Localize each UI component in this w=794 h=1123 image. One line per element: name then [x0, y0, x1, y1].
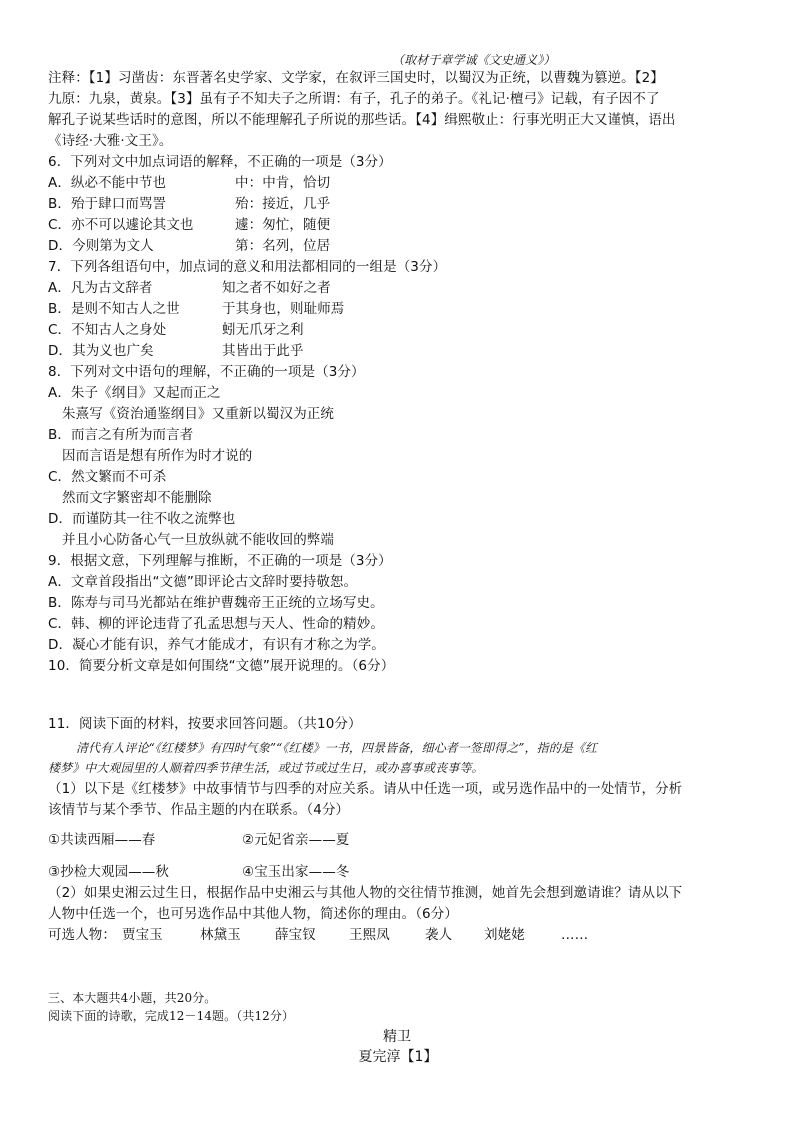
character-option: ……	[561, 927, 589, 943]
character-option: 刘姥姥	[484, 927, 525, 943]
q11-stem: 11．阅读下面的材料，按要求回答问题。（共10分）	[48, 716, 362, 732]
plot-season-pair: ④宝玉出家——冬	[242, 864, 350, 880]
q8-option-a-translation: 朱熹写《资治通鉴纲目》又重新以蜀汉为正统	[62, 406, 334, 422]
q9-option-c: C．韩、柳的评论违背了孔孟思想与天人、性命的精妙。	[48, 616, 384, 632]
plot-season-pair: ②元妃省亲——夏	[242, 832, 350, 848]
q6-option-a-gloss: 中：中肯，恰切	[235, 175, 331, 191]
character-option: 王熙凤	[349, 927, 390, 943]
plot-season-pair: ①共读西厢——春	[48, 832, 156, 848]
section-3-heading: 三、本大题共4小题，共20分。	[48, 991, 217, 1005]
q11-part2-line-1: （2）如果史湘云过生日，根据作品中史湘云与其他人物的交往情节推测，她首先会想到邀请谁？请从以下	[48, 885, 683, 901]
q7-option-b-pair: 于其身也，则耻师焉	[222, 301, 345, 317]
q9-option-b: B．陈寿与司马光都站在维护曹魏帝王正统的立场写史。	[48, 595, 384, 611]
q11-part2-line-2: 人物中任选一个，也可另选作品中其他人物，简述你的理由。（6分）	[48, 906, 458, 922]
q8-option-d: D．而谨防其一往不收之流弊也	[48, 511, 236, 527]
q9-stem: 9．根据文意，下列理解与推断，不正确的一项是（3分）	[48, 553, 392, 569]
character-option: 贾宝玉	[122, 927, 163, 943]
q10-stem: 10．简要分析文章是如何围绕“文德”展开说理的。（6分）	[48, 658, 395, 674]
plot-season-pair: ③抄检大观园——秋	[48, 864, 170, 880]
character-option: 林黛玉	[200, 927, 241, 943]
q11-material-line-2: 楼梦》中大观园里的人顺着四季节律生活，或过节或过生日，或办喜事或丧事等。	[48, 761, 484, 775]
notes-line-4: 《诗经·大雅·文王》。	[48, 133, 173, 149]
characters-label: 可选人物：	[48, 927, 116, 943]
q7-option-b: B．是则不知古人之世	[48, 301, 180, 317]
q6-option-c: C．亦不可以遽论其文也	[48, 217, 194, 233]
source-note: （取材于章学诚《文史通义》）	[392, 53, 556, 67]
q7-option-d: D．其为义也广矣	[48, 343, 154, 359]
q7-stem: 7．下列各组语句中，加点词的意义和用法都相同的一组是（3分）	[48, 259, 447, 275]
q6-option-d: D．今则第为文人	[48, 238, 154, 254]
poem-author: 夏完淳【1】	[358, 1049, 438, 1065]
q8-option-d-translation: 并且小心防备心气一旦放纵就不能收回的弊端	[62, 532, 334, 548]
q9-option-d: D．凝心才能有识，养气才能成才，有识有才称之为学。	[48, 637, 385, 653]
q7-option-a: A．凡为古文辞者	[48, 280, 153, 296]
q6-option-b: B．殆于肆口而骂詈	[48, 196, 167, 212]
character-option: 袭人	[425, 927, 453, 943]
q7-option-d-pair: 其皆出于此乎	[222, 343, 304, 359]
q6-option-b-gloss: 殆：接近，几乎	[235, 196, 331, 212]
q8-option-c-translation: 然而文字繁密却不能删除	[62, 490, 212, 506]
q11-part1-line-2: 该情节与某个季节、作品主题的内在联系。（4分）	[48, 802, 350, 818]
character-option: 薛宝钗	[275, 927, 316, 943]
q9-option-a: A．文章首段指出“文德”即评论古文辞时要持敬恕。	[48, 574, 358, 590]
q6-option-d-gloss: 第：名列，位居	[235, 238, 331, 254]
q6-stem: 6．下列对文中加点词语的解释，不正确的一项是（3分）	[48, 154, 392, 170]
q11-part1-line-1: （1）以下是《红楼梦》中故事情节与四季的对应关系。请从中任选一项，或另选作品中的一处情节，分析	[48, 781, 683, 797]
q7-option-c-pair: 蚓无爪牙之利	[222, 322, 304, 338]
poem-title: 精卫	[383, 1029, 411, 1045]
q7-option-a-pair: 知之者不如好之者	[222, 280, 331, 296]
notes-line-1: 注释：【1】习凿齿：东晋著名史学家、文学家，在叙评三国史时，以蜀汉为正统，以曹魏为篡逆。【2】	[48, 70, 664, 86]
q6-option-c-gloss: 遽：匆忙，随便	[235, 217, 331, 233]
q8-option-c: C．然文繁而不可杀	[48, 469, 167, 485]
notes-line-2: 九原：九泉，黄泉。【3】虽有子不知夫子之所谓：有子，孔子的弟子。《礼记·檀弓》记载，有子因不了	[48, 91, 660, 107]
q7-option-c: C．不知古人之身处	[48, 322, 167, 338]
section-3-instruction: 阅读下面的诗歌，完成12－14题。（共12分）	[48, 1009, 295, 1023]
q8-option-b: B．而言之有所为而言者	[48, 427, 194, 443]
notes-line-3: 解孔子说某些话时的意图，所以不能理解孔子所说的那些话。【4】缉熙敬止：行事光明正大又谨慎，语出	[48, 112, 676, 128]
q8-option-b-translation: 因而言语是想有所作为时才说的	[62, 448, 253, 464]
q8-stem: 8．下列对文中语句的理解，不正确的一项是（3分）	[48, 364, 365, 380]
q8-option-a: A．朱子《纲目》又起而正之	[48, 385, 221, 401]
q6-option-a: A．纵必不能中节也	[48, 175, 167, 191]
q11-material-line-1: 清代有人评论“《红楼梦》有四时气象”“《红楼》一书，四景皆备，细心者一签即得之”，指的是《红	[76, 741, 598, 755]
